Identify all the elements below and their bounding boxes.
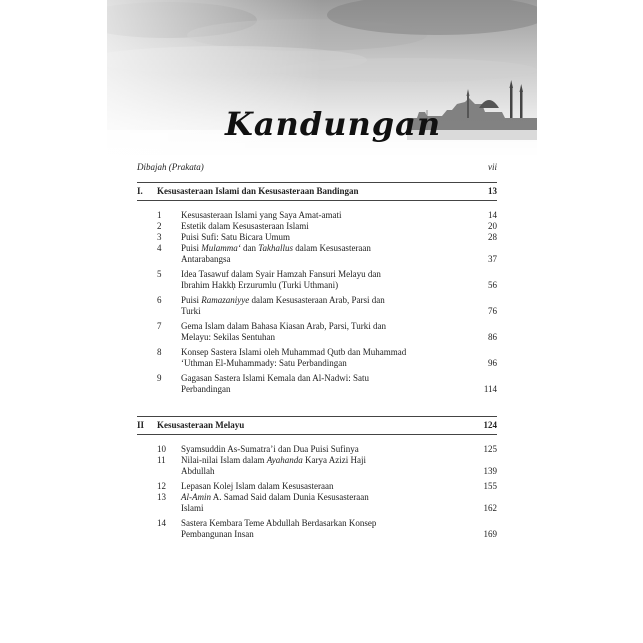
entry-page: 155 [483, 481, 497, 491]
entry-title: Estetik dalam Kesusasteraan Islami [181, 221, 309, 231]
toc-entry [137, 295, 497, 317]
entry-page: 114 [483, 384, 497, 394]
entry-number: 11 [157, 455, 166, 465]
entry-title: Idea Tasawuf dalam Syair Hamzah Fansuri Melayu dan Ibrahim Hakkḥ Erzurumlu (Turki Uthmani) [181, 269, 381, 290]
entry-title: Gagasan Sastera Islami Kemala dan Al-Nadwi: Satu Perbandingan [181, 373, 369, 394]
section-rule-top [137, 182, 497, 183]
entry-title: Nilai-nilai Islam dalam Ayahanda Karya Azizi Haji Abdullah [181, 455, 366, 476]
toc-entry [137, 518, 497, 540]
section-rule-bottom [137, 434, 497, 435]
section-numeral: II [137, 420, 145, 430]
section-rule-top [137, 416, 497, 417]
entry-number: 5 [157, 269, 162, 279]
entry-number: 1 [157, 210, 162, 220]
entry-number: 8 [157, 347, 162, 357]
toc-entry [137, 232, 497, 243]
toc-entry [137, 455, 497, 477]
entry-title: Al-Amin A. Samad Said dalam Dunia Kesusasteraan Islami [181, 492, 369, 513]
section-title: Kesusasteraan Melayu [157, 420, 245, 430]
section-title: Kesusasteraan Islami dan Kesusasteraan Bandingan [157, 186, 359, 196]
entry-number: 4 [157, 243, 162, 253]
entry-number: 13 [157, 492, 166, 502]
toc-entry [137, 444, 497, 455]
preface-label: Dibajah (Prakata) [137, 162, 204, 172]
entry-page: 37 [488, 254, 497, 264]
section-rule-bottom [137, 200, 497, 201]
toc-entry [137, 321, 497, 343]
toc-entry [137, 210, 497, 221]
entry-page: 162 [483, 503, 497, 513]
toc-entry [137, 269, 497, 291]
entry-page: 28 [488, 232, 497, 242]
entry-page: 76 [488, 306, 497, 316]
entry-title: Gema Islam dalam Bahasa Kiasan Arab, Parsi, Turki dan Melayu: Sekilas Sentuhan [181, 321, 386, 342]
entry-number: 10 [157, 444, 166, 454]
entry-page: 139 [483, 466, 497, 476]
entry-number: 12 [157, 481, 166, 491]
toc-entry [137, 221, 497, 232]
entry-number: 3 [157, 232, 162, 242]
preface-page: vii [488, 162, 497, 172]
entry-page: 169 [483, 529, 497, 539]
page-title: Kandungan [225, 105, 442, 143]
entry-page: 56 [488, 280, 497, 290]
section-numeral: I. [137, 186, 143, 196]
entry-title: Kesusasteraan Islami yang Saya Amat-amati [181, 210, 342, 220]
entry-page: 125 [483, 444, 497, 454]
section-page: 124 [483, 420, 497, 430]
entry-title: Syamsuddin As-Sumatra’i dan Dua Puisi Sufinya [181, 444, 359, 454]
toc-entry [137, 481, 497, 492]
entry-page: 86 [488, 332, 497, 342]
toc-entry [137, 347, 497, 369]
section-page: 13 [488, 186, 497, 196]
entry-title: Puisi Mulamma‘ dan Takhallus dalam Kesusasteraan Antarabangsa [181, 243, 371, 264]
entry-number: 6 [157, 295, 162, 305]
entry-title: Puisi Ramazaniyye dalam Kesusasteraan Arab, Parsi dan Turki [181, 295, 385, 316]
entry-number: 2 [157, 221, 162, 231]
entry-page: 96 [488, 358, 497, 368]
entry-page: 20 [488, 221, 497, 231]
toc-entry [137, 373, 497, 395]
document-page [107, 0, 537, 643]
entry-number: 14 [157, 518, 166, 528]
entry-page: 14 [488, 210, 497, 220]
entry-title: Konsep Sastera Islami oleh Muhammad Qutb dan Muhammad ‘Uthman El-Muhammady: Satu Perbandingan [181, 347, 407, 368]
entry-number: 9 [157, 373, 162, 383]
entry-title: Puisi Sufi: Satu Bicara Umum [181, 232, 290, 242]
entry-title: Sastera Kembara Teme Abdullah Berdasarkan Konsep Pembangunan Insan [181, 518, 377, 539]
entry-number: 7 [157, 321, 162, 331]
toc-entry [137, 243, 497, 265]
toc-entry [137, 492, 497, 514]
entry-title: Lepasan Kolej Islam dalam Kesusasteraan [181, 481, 334, 491]
